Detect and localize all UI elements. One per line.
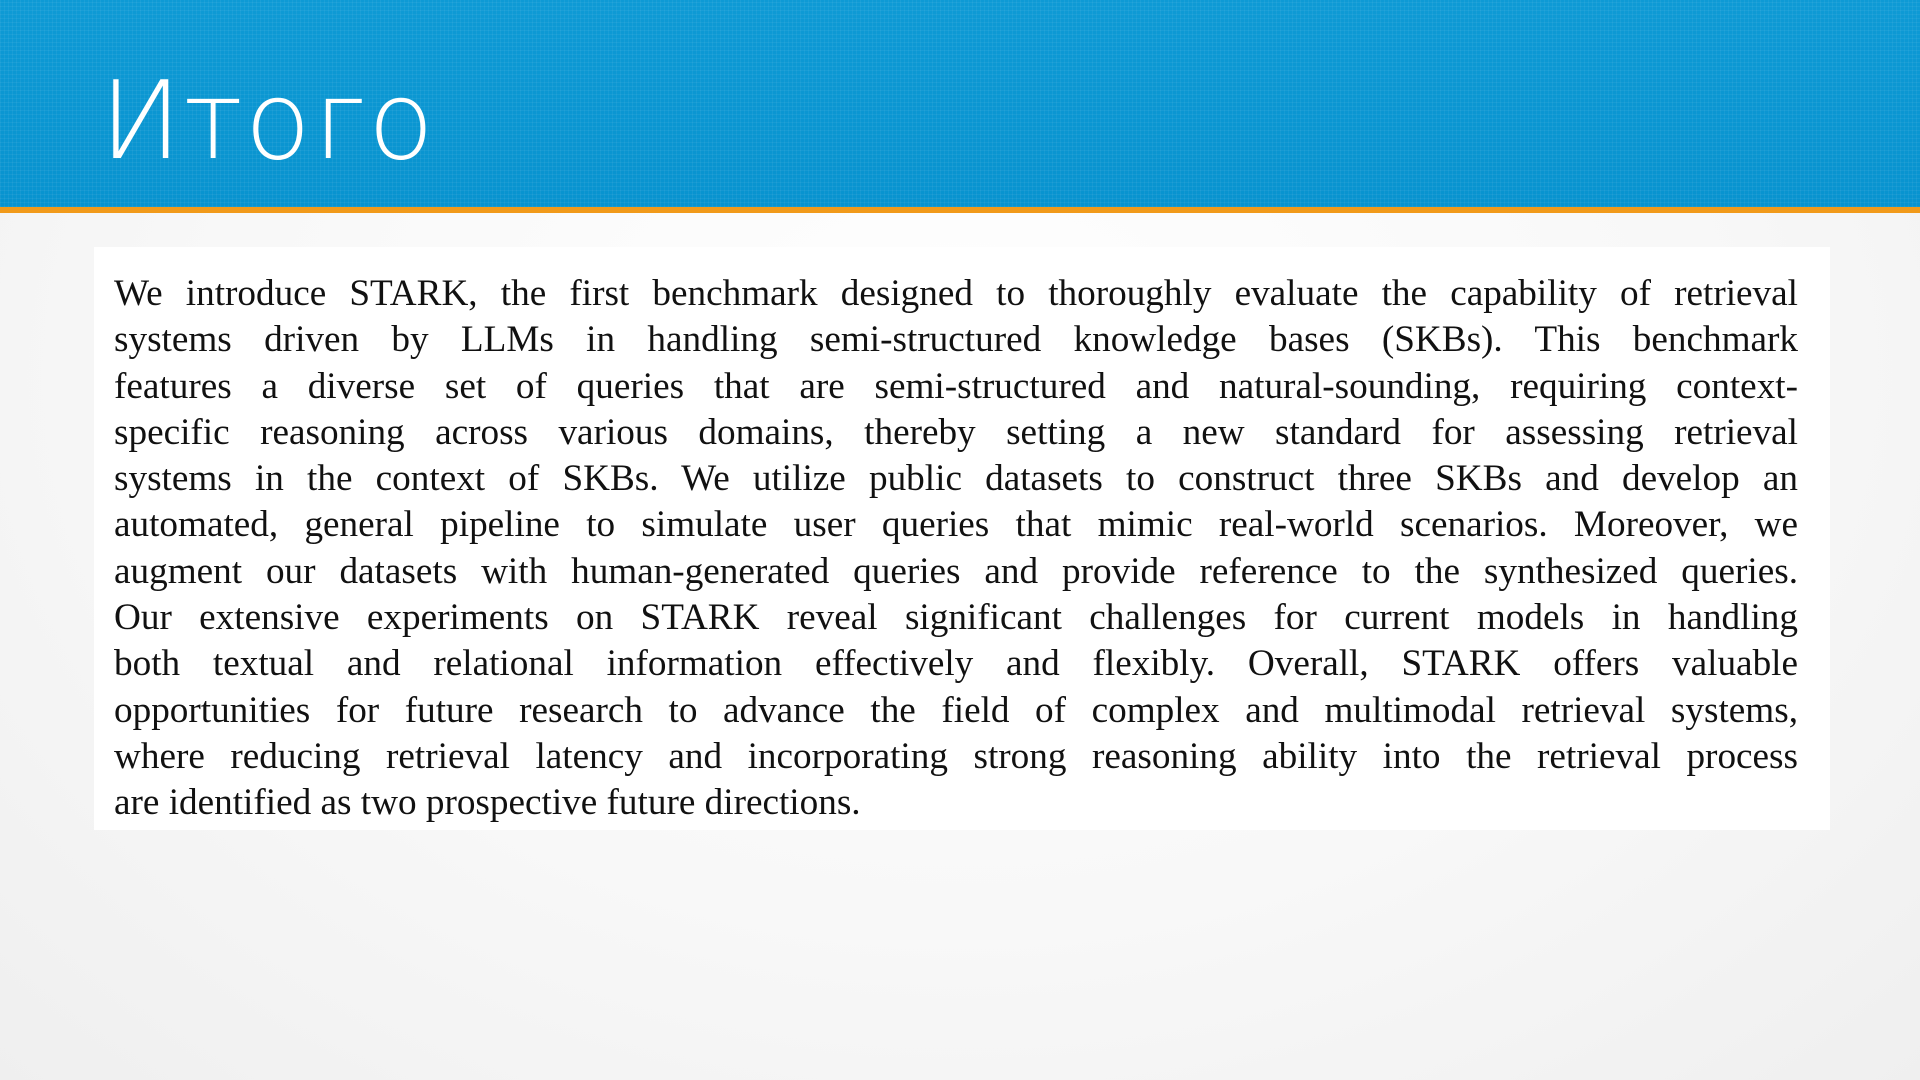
abstract-line: where reducing retrieval latency and incorporating strong reasoning ability into the retrieval process [114,735,1798,777]
abstract-line: We introduce STARK, the first benchmark designed to thoroughly evaluate the capability of retrieval [114,273,1798,314]
abstract-line: Our extensive experiments on STARK reveal significant challenges for current models in handling [114,597,1798,639]
abstract-line: systems in the context of SKBs. We utilize public datasets to construct three SKBs and develop an [114,458,1798,500]
header-accent-stripe [0,207,1920,213]
slide-title: Итого [100,59,437,184]
abstract-line: both textual and relational information effectively and flexibly. Overall, STARK offers valuable [114,643,1798,685]
abstract-line: are identified as two prospective future directions. [114,782,861,824]
abstract-line: specific reasoning across various domains, thereby setting a new standard for assessing retrieval [114,411,1798,453]
abstract-line: features a diverse set of queries that are semi-structured and natural-sounding, requiring context- [114,365,1798,407]
abstract-line: augment our datasets with human-generated queries and provide reference to the synthesized queries. [114,550,1798,592]
abstract-line: automated, general pipeline to simulate user queries that mimic real-world scenarios. Moreover, we [114,504,1798,546]
abstract-box [94,247,1830,830]
abstract-line: opportunities for future research to advance the field of complex and multimodal retrieval systems, [114,689,1798,731]
abstract-text [114,271,1798,827]
abstract-line: systems driven by LLMs in handling semi-structured knowledge bases (SKBs). This benchmark [114,319,1798,361]
